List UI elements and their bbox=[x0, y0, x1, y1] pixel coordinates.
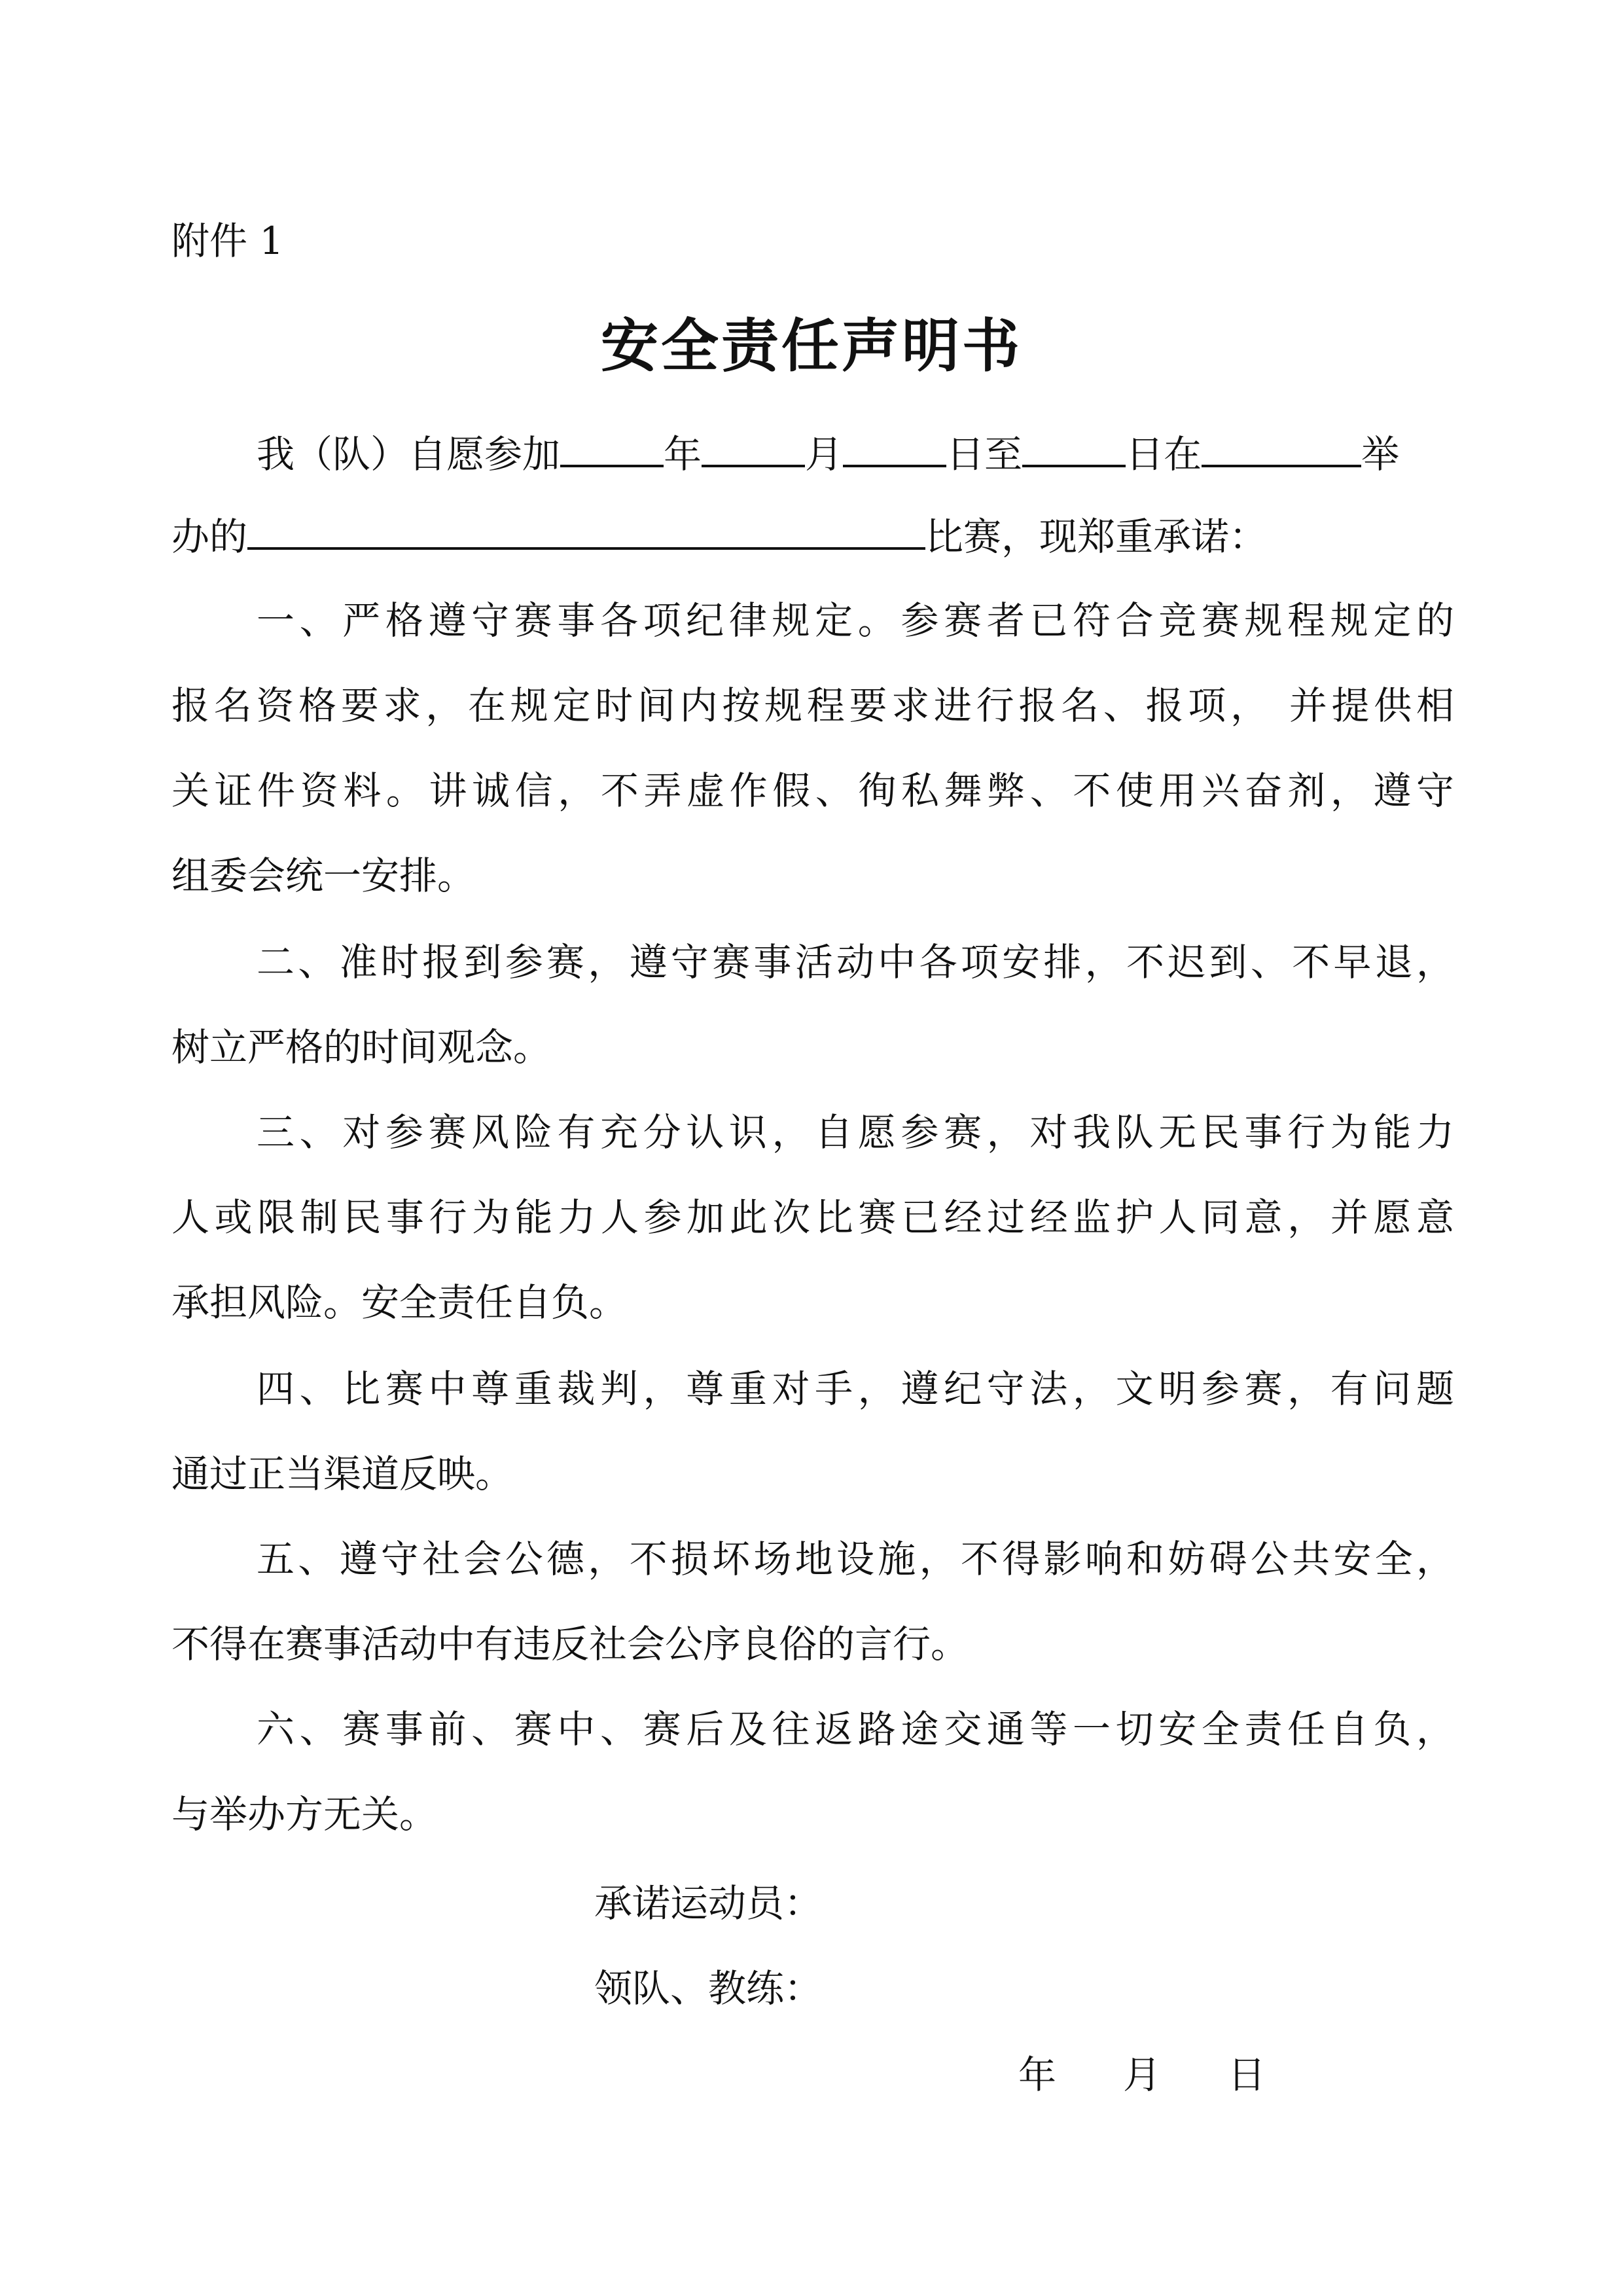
intro-text-5: 日在 bbox=[1126, 432, 1202, 476]
intro-text-3: 月 bbox=[805, 432, 844, 476]
blank-location[interactable] bbox=[1202, 419, 1361, 467]
athlete-signature-label: 承诺运动员： bbox=[594, 1881, 823, 1926]
coach-signature-label: 领队、教练： bbox=[594, 1966, 823, 2011]
blank-competition-name[interactable] bbox=[247, 501, 925, 550]
date-day-label: 日 bbox=[1228, 2053, 1266, 2097]
blank-day-end[interactable] bbox=[1022, 419, 1126, 467]
intro-line-1 bbox=[171, 419, 1454, 484]
date-year-label: 年 bbox=[1018, 2053, 1057, 2097]
item-1-line-4: 组委会统一安排。 bbox=[171, 853, 476, 898]
item-1-line-2: 报名资格要求，在规定时间内按规程要求进行报名、报项， 并提供相 bbox=[171, 683, 1454, 728]
item-1-line-1: 一、严格遵守赛事各项纪律规定。参赛者已符合竞赛规程规定的 bbox=[257, 598, 1454, 643]
item-6-line-2: 与举办方无关。 bbox=[171, 1792, 438, 1837]
intro-text-6: 举 bbox=[1361, 432, 1400, 476]
item-3-line-1: 三、对参赛风险有充分认识，自愿参赛，对我队无民事行为能力 bbox=[257, 1110, 1454, 1155]
date-month-label: 月 bbox=[1123, 2053, 1162, 2097]
item-5-line-2: 不得在赛事活动中有违反社会公序良俗的言行。 bbox=[171, 1622, 969, 1666]
blank-day-start[interactable] bbox=[843, 419, 946, 467]
item-2-line-2: 树立严格的时间观念。 bbox=[171, 1025, 552, 1069]
item-4-line-1: 四、比赛中尊重裁判，尊重对手，遵纪守法，文明参赛，有问题 bbox=[257, 1367, 1454, 1411]
item-3-line-2: 人或限制民事行为能力人参加此次比赛已经过经监护人同意，并愿意 bbox=[171, 1195, 1454, 1240]
item-3-line-3: 承担风险。安全责任自负。 bbox=[171, 1280, 628, 1325]
intro-text-1: 我（队）自愿参加 bbox=[257, 432, 561, 476]
item-5-line-1: 五、遵守社会公德，不损坏场地设施，不得影响和妨碍公共安全， bbox=[257, 1537, 1454, 1581]
blank-year[interactable] bbox=[560, 419, 664, 467]
item-4-line-2: 通过正当渠道反映。 bbox=[171, 1452, 514, 1496]
intro-text-8: 比赛，现郑重承诺： bbox=[925, 514, 1268, 559]
intro-text-7: 办的 bbox=[171, 514, 248, 559]
item-6-line-1: 六、赛事前、赛中、赛后及往返路途交通等一切安全责任自负， bbox=[257, 1707, 1454, 1751]
item-1-line-3: 关证件资料。讲诚信，不弄虚作假、徇私舞弊、不使用兴奋剂，遵守 bbox=[171, 768, 1454, 813]
item-2-line-1: 二、准时报到参赛，遵守赛事活动中各项安排，不迟到、不早退， bbox=[257, 940, 1454, 984]
intro-text-4: 日至 bbox=[946, 432, 1023, 476]
intro-text-2: 年 bbox=[664, 432, 702, 476]
document-title: 安全责任声明书 bbox=[600, 312, 1022, 380]
intro-line-2 bbox=[171, 501, 1454, 567]
attachment-label: 附件 1 bbox=[171, 219, 284, 263]
blank-month[interactable] bbox=[702, 419, 805, 467]
